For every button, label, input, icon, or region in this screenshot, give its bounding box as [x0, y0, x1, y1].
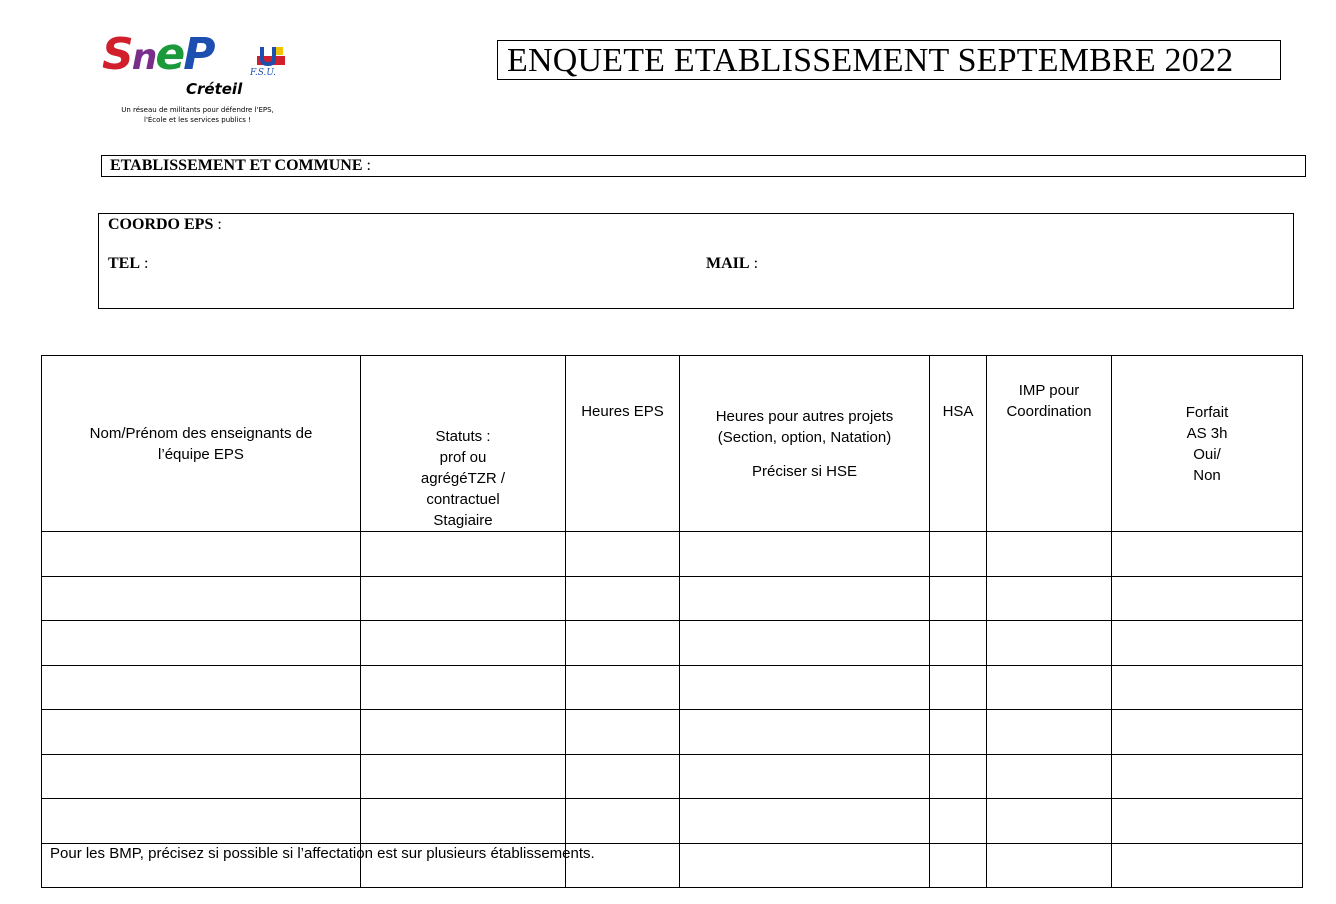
header-statuts: Statuts : prof ou agrégéTZR / contractuel Stagiaire	[361, 356, 566, 532]
cell-hsa[interactable]	[930, 710, 987, 755]
cell-forfait-as[interactable]	[1112, 621, 1303, 666]
cell-forfait-as[interactable]	[1112, 532, 1303, 577]
cell-forfait-as[interactable]	[1112, 710, 1303, 755]
fsu-emblem-icon	[256, 44, 286, 66]
coordo-eps-label: COORDO EPS :	[108, 216, 222, 233]
cell-imp[interactable]	[987, 576, 1112, 621]
cell-heures-eps[interactable]	[566, 576, 680, 621]
cell-heures-eps[interactable]	[566, 532, 680, 577]
cell-heures-eps[interactable]	[566, 799, 680, 844]
coordo-section	[98, 213, 1294, 309]
cell-nom-prenom[interactable]	[42, 799, 361, 844]
header-heures-eps: Heures EPS	[566, 356, 680, 532]
cell-imp[interactable]	[987, 665, 1112, 710]
cell-nom-prenom[interactable]	[42, 576, 361, 621]
cell-imp[interactable]	[987, 754, 1112, 799]
table-row	[42, 532, 1303, 577]
title-box	[497, 40, 1281, 80]
cell-autres-projets[interactable]	[680, 576, 930, 621]
cell-autres-projets[interactable]	[680, 665, 930, 710]
snep-logo	[100, 30, 310, 130]
cell-autres-projets[interactable]	[680, 754, 930, 799]
fsu-label: F.S.U.	[250, 68, 277, 78]
cell-hsa[interactable]	[930, 843, 987, 888]
teachers-table	[41, 355, 1303, 888]
cell-forfait-as[interactable]	[1112, 665, 1303, 710]
cell-autres-projets[interactable]	[680, 799, 930, 844]
cell-imp[interactable]	[987, 710, 1112, 755]
cell-autres-projets[interactable]	[680, 710, 930, 755]
logo-city: Créteil	[186, 80, 243, 98]
table-row	[42, 710, 1303, 755]
header-forfait-as: Forfait AS 3h Oui/ Non	[1112, 356, 1303, 532]
cell-autres-projets[interactable]	[680, 532, 930, 577]
cell-hsa[interactable]	[930, 532, 987, 577]
cell-nom-prenom[interactable]	[42, 710, 361, 755]
cell-hsa[interactable]	[930, 799, 987, 844]
cell-imp[interactable]	[987, 799, 1112, 844]
cell-statut[interactable]	[361, 799, 566, 844]
cell-statut[interactable]	[361, 532, 566, 577]
cell-autres-projets[interactable]	[680, 621, 930, 666]
cell-hsa[interactable]	[930, 754, 987, 799]
cell-heures-eps[interactable]	[566, 621, 680, 666]
cell-forfait-as[interactable]	[1112, 576, 1303, 621]
cell-heures-eps[interactable]	[566, 754, 680, 799]
cell-imp[interactable]	[987, 532, 1112, 577]
cell-heures-eps[interactable]	[566, 665, 680, 710]
table-row	[42, 799, 1303, 844]
page-title: ENQUETE ETABLISSEMENT SEPTEMBRE 2022	[507, 42, 1234, 79]
header-nom-prenom: Nom/Prénom des enseignants de l’équipe EPS	[42, 356, 361, 532]
cell-nom-prenom[interactable]	[42, 532, 361, 577]
cell-statut[interactable]	[361, 621, 566, 666]
table-row	[42, 665, 1303, 710]
header-autres-projets: Heures pour autres projets (Section, option, Natation) Préciser si HSE	[680, 356, 930, 532]
cell-nom-prenom[interactable]	[42, 754, 361, 799]
cell-hsa[interactable]	[930, 576, 987, 621]
cell-statut[interactable]	[361, 576, 566, 621]
etablissement-label: ETABLISSEMENT ET COMMUNE :	[110, 157, 371, 174]
cell-imp[interactable]	[987, 843, 1112, 888]
table-row	[42, 754, 1303, 799]
table-row	[42, 621, 1303, 666]
cell-heures-eps[interactable]	[566, 710, 680, 755]
table-header-row	[42, 356, 1303, 532]
cell-forfait-as[interactable]	[1112, 799, 1303, 844]
logo-tagline: Un réseau de militants pour défendre l'EPS, l'École et les services publics !	[121, 106, 274, 124]
cell-imp[interactable]	[987, 621, 1112, 666]
logo-wordmark: SneP	[102, 29, 214, 80]
footnote: Pour les BMP, précisez si possible si l’affectation est sur plusieurs établissements.	[50, 845, 595, 862]
cell-nom-prenom[interactable]	[42, 665, 361, 710]
cell-forfait-as[interactable]	[1112, 754, 1303, 799]
header-hsa: HSA	[930, 356, 987, 532]
cell-statut[interactable]	[361, 710, 566, 755]
header-imp-coordination: IMP pour Coordination	[987, 356, 1112, 532]
cell-autres-projets[interactable]	[680, 843, 930, 888]
tel-label: TEL :	[108, 255, 149, 272]
table-row	[42, 576, 1303, 621]
etablissement-field[interactable]	[101, 155, 1306, 177]
cell-nom-prenom[interactable]	[42, 621, 361, 666]
cell-statut[interactable]	[361, 665, 566, 710]
cell-statut[interactable]	[361, 754, 566, 799]
cell-hsa[interactable]	[930, 621, 987, 666]
cell-forfait-as[interactable]	[1112, 843, 1303, 888]
mail-label: MAIL :	[706, 255, 759, 272]
cell-hsa[interactable]	[930, 665, 987, 710]
